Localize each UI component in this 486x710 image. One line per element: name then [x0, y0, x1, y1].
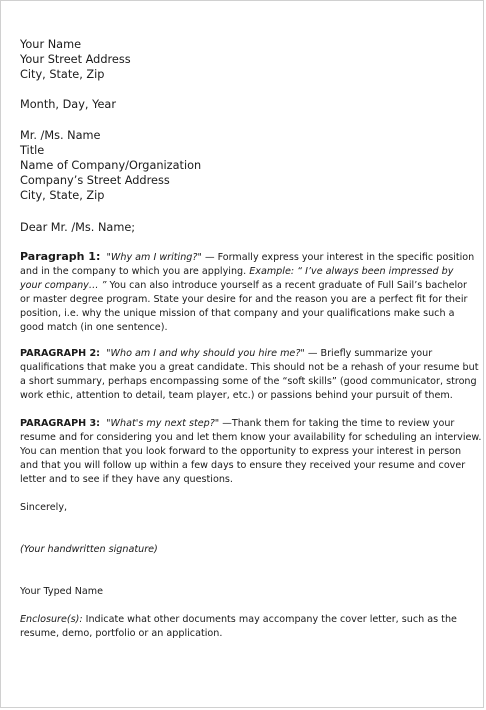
paragraph-2-line-2: qualifications that make you a great candidate. This should not be a rehash of your resume but [20, 361, 479, 373]
typed-name-text: Your Typed Name [20, 586, 104, 597]
typed-name [20, 585, 440, 599]
paragraph-2-line-1: — Briefly summarize your [304, 348, 433, 359]
paragraph-2-label: PARAGRAPH 2: [20, 348, 100, 359]
paragraph-1-question: "Why am I writing?" [106, 252, 202, 263]
recipient-address-block [20, 128, 201, 203]
signature-placeholder [20, 543, 440, 557]
sender-street: Your Street Address [20, 53, 131, 66]
paragraph-2-line-3: a short summary, perhaps encompassing some of the “soft skills” (good communicator, strong [20, 375, 477, 387]
paragraph-1-example: Example: “ I’ve always been impressed by [249, 265, 454, 277]
closing [20, 501, 440, 515]
recipient-street: Company’s Street Address [20, 174, 170, 187]
sender-address-block [20, 37, 131, 82]
letter-date [20, 97, 116, 112]
recipient-company: Name of Company/Organization [20, 159, 202, 172]
sender-city-state-zip: City, State, Zip [20, 68, 105, 81]
paragraph-3-line-1: —Thank them for taking the time to review your [219, 418, 455, 429]
paragraph-3-line-2: resume and for considering you and let them know your availability for scheduling an interview. [20, 431, 482, 443]
paragraph-1-line-5: position, i.e. why the unique mission of that company and your qualifications make such a [20, 307, 455, 319]
paragraph-1-line-6: good match (in one sentence). [20, 321, 168, 333]
paragraph-1-line-2: and in the company to which you are applying. [20, 265, 250, 277]
enclosure-label: Enclosure(s): [20, 614, 83, 625]
salutation [20, 220, 135, 235]
paragraph-2 [20, 347, 479, 403]
sender-name: Your Name [20, 38, 82, 51]
recipient-city-state-zip: City, State, Zip [20, 189, 105, 202]
paragraph-3-line-3: You can mention that you look forward to the opportunity to express your interest in person [20, 445, 462, 457]
enclosure-note [20, 613, 457, 641]
paragraph-3-question: "What's my next step?" [106, 418, 220, 429]
paragraph-3-label: PARAGRAPH 3: [20, 418, 100, 429]
paragraph-1-example-end: your company… ” [20, 279, 107, 291]
enclosure-line-2: resume, demo, portfolio or an application. [20, 627, 223, 639]
date-text: Month, Day, Year [20, 98, 116, 111]
recipient-title: Title [20, 144, 45, 157]
paragraph-3 [20, 417, 482, 487]
closing-text: Sincerely, [20, 502, 68, 513]
paragraph-1-line-3: You can also introduce yourself as a recent graduate of Full Sail’s bachelor [106, 279, 467, 291]
recipient-name: Mr. /Ms. Name [20, 129, 101, 142]
paragraph-2-line-4: work ethic, attention to detail, team player, etc.) or passions behind your pursuit of them. [20, 389, 453, 401]
signature-text: (Your handwritten signature) [20, 544, 158, 555]
salutation-text: Dear Mr. /Ms. Name; [20, 221, 136, 234]
paragraph-2-question: "Who am I and why should you hire me?" [106, 348, 305, 359]
paragraph-1-label: Paragraph 1: [20, 250, 101, 263]
paragraph-3-line-4: and that you will follow up within a few days to ensure they received your resume and cover [20, 459, 466, 471]
paragraph-1-line-4: or master degree program. State your desire for and the reason you are a perfect fit for their [20, 293, 468, 305]
enclosure-line-1: Indicate what other documents may accompany the cover letter, such as the [82, 614, 457, 625]
paragraph-1-line-1: — Formally express your interest in the specific position [201, 252, 475, 263]
paragraph-1 [20, 250, 475, 334]
paragraph-3-line-5: letter and to see if they have any questions. [20, 473, 233, 485]
